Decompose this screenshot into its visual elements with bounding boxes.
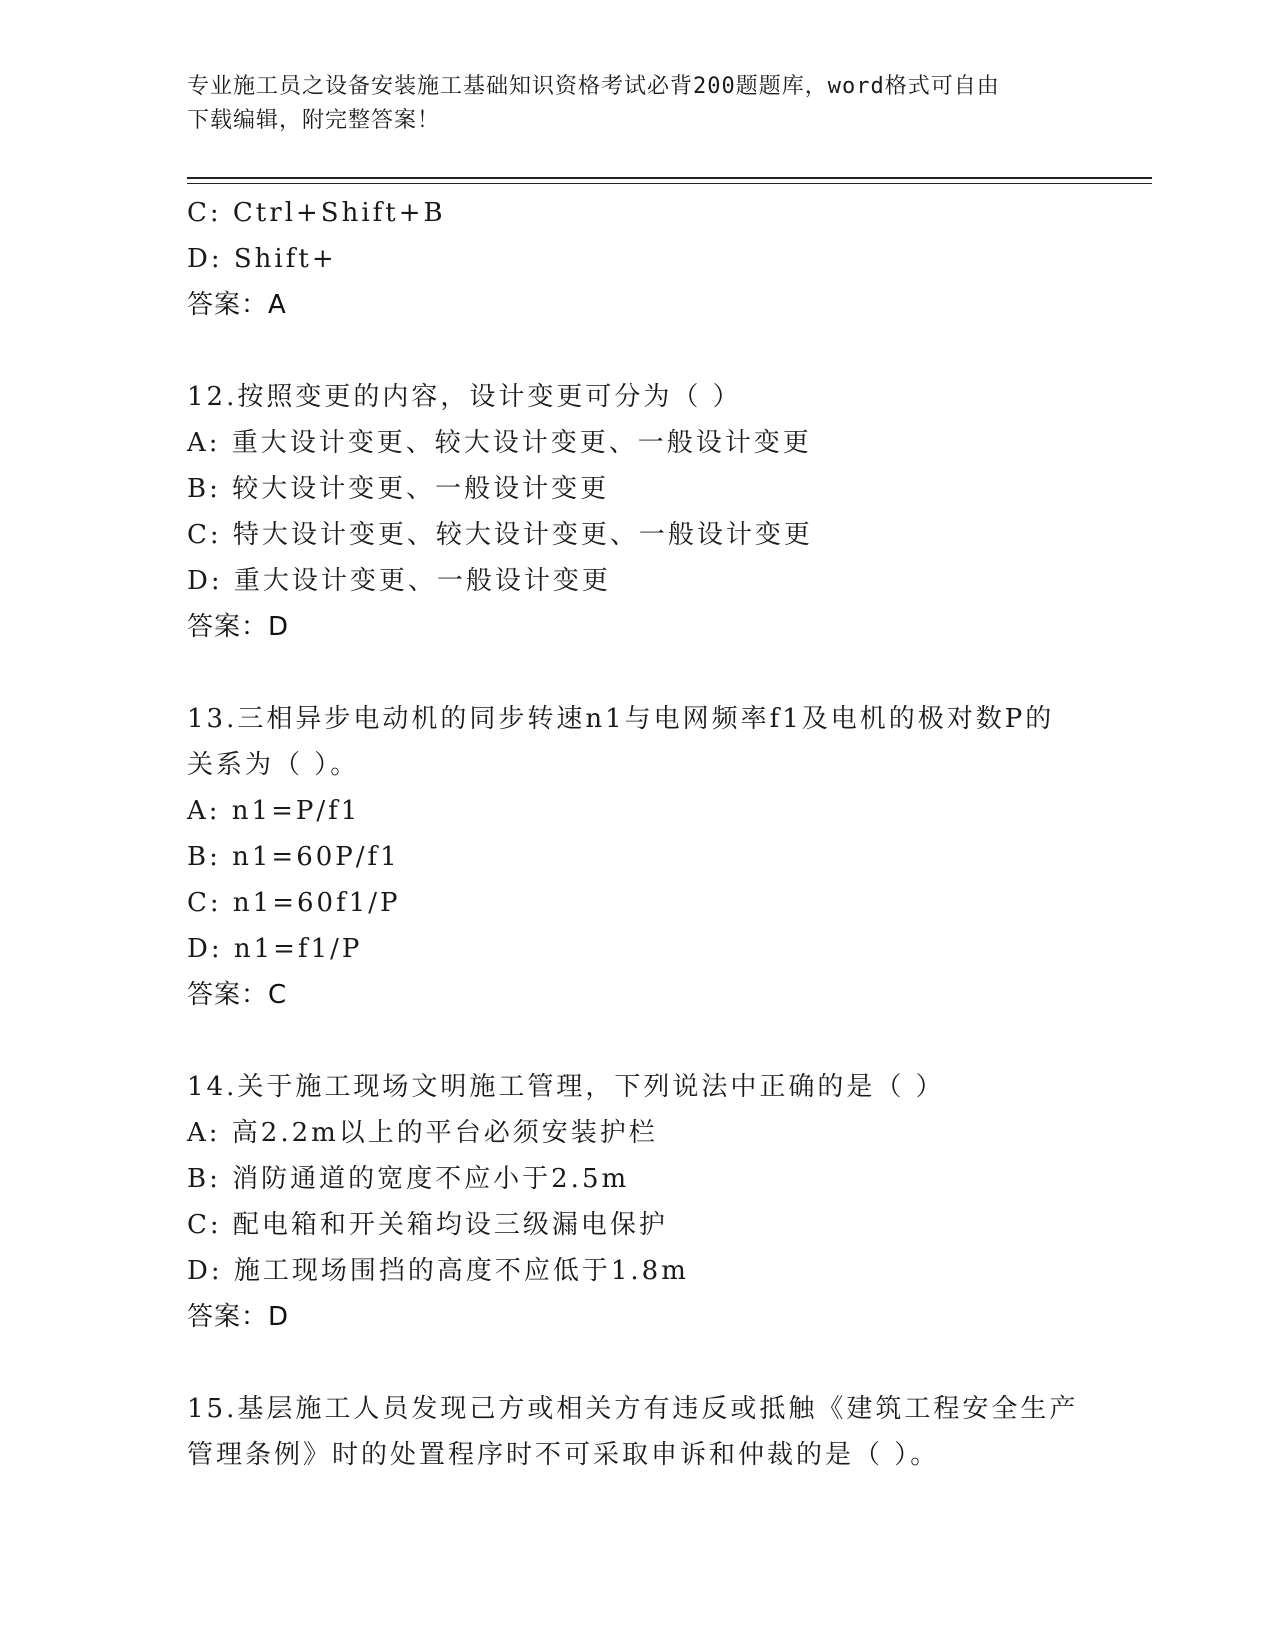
question-14: [187, 1064, 1087, 1340]
answer-line: 答案：D: [187, 612, 290, 642]
option-a: A: 重大设计变更、较大设计变更、一般设计变更: [187, 428, 812, 458]
question-list: [187, 190, 1087, 1478]
question-stem: 14.关于施工现场文明施工管理，下列说法中正确的是（ ）: [187, 1072, 945, 1102]
header-title-line-1: 专业施工员之设备安装施工基础知识资格考试必背200题题库，word格式可自由: [187, 74, 1000, 99]
option-b: B: 较大设计变更、一般设计变更: [187, 474, 610, 504]
option-d: D: n1=f1/P: [187, 934, 363, 964]
question-stem: 12.按照变更的内容，设计变更可分为（ ）: [187, 382, 742, 412]
question-13: [187, 696, 1087, 1018]
answer-line: 答案：D: [187, 1302, 290, 1332]
option-c: C: 配电箱和开关箱均设三级漏电保护: [187, 1210, 668, 1240]
answer-line: 答案：A: [187, 290, 287, 320]
option-a: A: n1=P/f1: [187, 796, 361, 826]
option-c: C: Ctrl+Shift+B: [187, 198, 446, 228]
question-11-tail: [187, 190, 1087, 328]
option-b: B: n1=60P/f1: [187, 842, 400, 872]
document-header: [187, 70, 1077, 138]
question-12: [187, 374, 1087, 650]
option-d: D: 施工现场围挡的高度不应低于1.8m: [187, 1256, 689, 1286]
question-stem: 13.三相异步电动机的同步转速n1与电网频率f1及电机的极对数P的: [187, 704, 1055, 734]
question-stem-continued: 关系为（ ）。: [187, 750, 360, 780]
header-title-line-2: 下载编辑，附完整答案！: [187, 108, 441, 133]
header-divider-thin: [187, 183, 1152, 184]
option-b: B: 消防通道的宽度不应小于2.5m: [187, 1164, 630, 1194]
question-stem: 15.基层施工人员发现己方或相关方有违反或抵触《建筑工程安全生产: [187, 1394, 1079, 1424]
header-divider-thick: [187, 177, 1152, 179]
answer-line: 答案：C: [187, 980, 288, 1010]
question-stem-continued: 管理条例》时的处置程序时不可采取申诉和仲裁的是（ ）。: [187, 1440, 940, 1470]
option-c: C: 特大设计变更、较大设计变更、一般设计变更: [187, 520, 813, 550]
question-15: [187, 1386, 1087, 1478]
spacer: [187, 1340, 1087, 1386]
spacer: [187, 650, 1087, 696]
option-a: A: 高2.2m以上的平台必须安装护栏: [187, 1118, 658, 1148]
option-d: D: 重大设计变更、一般设计变更: [187, 566, 611, 596]
option-d: D: Shift+: [187, 244, 337, 274]
spacer: [187, 1018, 1087, 1064]
spacer: [187, 328, 1087, 374]
option-c: C: n1=60f1/P: [187, 888, 401, 918]
